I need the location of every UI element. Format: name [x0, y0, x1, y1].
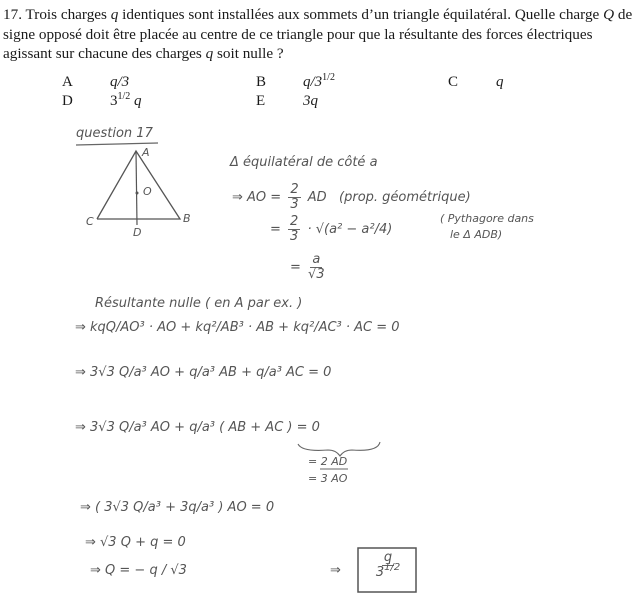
- solution-line-4: = $\frac{a}{√3}$: [290, 252, 325, 282]
- solution-note-triangle: le Δ ADB): [450, 228, 503, 241]
- choice-e-value: 3q: [303, 93, 318, 109]
- solution-heading: question 17: [76, 126, 153, 141]
- choice-a-value: q/3: [110, 74, 130, 90]
- solution-line-2: ⇒ AO = $\frac{2}{3}$ AD (prop. géométrique): [232, 182, 471, 212]
- choice-d-value: $3^{1/2}$ q: [110, 91, 142, 109]
- question-text: 17. Trois charges q identiques sont installées aux sommets d’un triangle équilatéral. Quelle charge Q de signe opposé doit être placée au centre de ce triangle pour que la résultante des forces électriques agissant sur chacune des charges q soit nulle ?: [3, 6, 633, 62]
- solution-line-3: = $\frac{2}{3}$ · √(a² − a²/4): [270, 214, 393, 244]
- label-foot-d: D: [133, 226, 142, 239]
- question-number: 17.: [3, 6, 22, 23]
- answer-arrow: ⇒: [330, 563, 341, 578]
- solution-line-11: ⇒ Q = − q / √3: [90, 563, 187, 578]
- label-vertex-c: C: [86, 215, 94, 228]
- choice-d-letter: D: [62, 93, 73, 109]
- solution-line-9: ⇒ ( 3√3 Q/a³ + 3q/a³ ) AO = 0: [80, 500, 275, 515]
- choice-b-letter: B: [256, 74, 267, 90]
- final-answer: $\frac{q}{3^{1/2}}$: [375, 550, 401, 580]
- choice-e-letter: E: [256, 93, 266, 109]
- solution-line-10: ⇒ √3 Q + q = 0: [85, 535, 186, 550]
- solution-line-8c: = 3 AO: [308, 472, 348, 485]
- solution-line-8: ⇒ 3√3 Q/a³ AO + q/a³ ( AB + AC ) = 0: [75, 420, 320, 435]
- label-vertex-b: B: [183, 212, 191, 225]
- choice-a-letter: A: [62, 74, 73, 90]
- solution-line-7: ⇒ 3√3 Q/a³ AO + q/a³ AB + q/a³ AC = 0: [75, 365, 332, 380]
- solution-line-8b: = 2 AD: [308, 455, 348, 468]
- choice-c-value: q: [496, 74, 504, 90]
- solution-line-5: Résultante nulle ( en A par ex. ): [95, 296, 303, 311]
- choice-c-letter: C: [448, 74, 459, 90]
- solution-note-pythagore: ( Pythagore dans: [440, 212, 534, 225]
- solution-line-6: ⇒ kqQ/AO³ · AO + kq²/AB³ · AB + kq²/AC³ · AC = 0: [75, 320, 400, 335]
- solution-line-1: Δ équilatéral de côté a: [230, 155, 378, 170]
- label-center-o: O: [143, 185, 152, 198]
- label-vertex-a: A: [142, 146, 150, 159]
- choice-b-value: $q/3^{1/2}$: [303, 72, 335, 90]
